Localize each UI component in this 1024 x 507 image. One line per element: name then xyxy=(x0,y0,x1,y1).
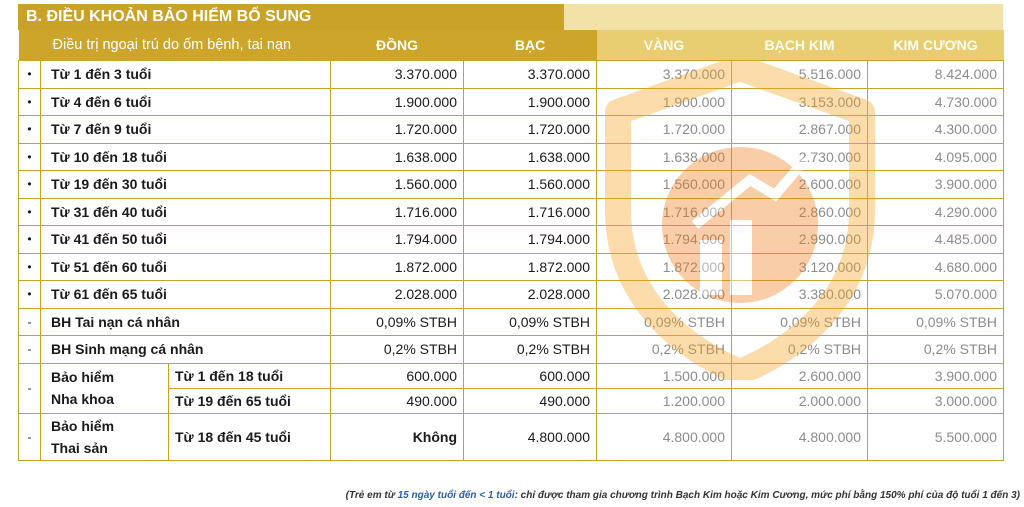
maternity-label-line1: Bảo hiểm xyxy=(51,417,115,434)
cell-value: 2.000.000 xyxy=(732,388,868,413)
row-bullet: • xyxy=(19,116,41,144)
cell-value: 1.716.000 xyxy=(331,198,464,226)
cell-value: 1.900.000 xyxy=(331,88,464,116)
cell-value: 1.720.000 xyxy=(464,116,597,144)
table-row xyxy=(19,171,1004,199)
row-label: Từ 19 đến 30 tuổi xyxy=(41,171,331,199)
footnote-highlight: 15 ngày tuổi đến < 1 tuổi xyxy=(397,490,515,501)
row-bullet: • xyxy=(19,88,41,116)
cell-value: 0,2% STBH xyxy=(597,336,732,364)
cell-value: 5.500.000 xyxy=(868,413,1004,460)
row-label: Từ 4 đến 6 tuổi xyxy=(41,88,331,116)
table-row xyxy=(19,143,1004,171)
row-bullet: • xyxy=(19,281,41,309)
cell-value: 0,2% STBH xyxy=(331,336,464,364)
cell-value: 3.380.000 xyxy=(732,281,868,309)
row-bullet: • xyxy=(19,226,41,254)
table-row-dental-1 xyxy=(19,363,1004,388)
cell-value: 0,09% STBH xyxy=(331,308,464,336)
row-label: BH Sinh mạng cá nhân xyxy=(41,336,331,364)
premium-table-panel xyxy=(18,4,1003,461)
header-first: Điều trị ngoại trú do ốm bệnh, tai nạn xyxy=(19,30,331,61)
row-bullet: • xyxy=(19,171,41,199)
row-label: Từ 31 đến 40 tuổi xyxy=(41,198,331,226)
table-row xyxy=(19,336,1004,364)
cell-value: 4.290.000 xyxy=(868,198,1004,226)
cell-value: 3.370.000 xyxy=(331,61,464,89)
cell-value: 600.000 xyxy=(331,363,464,388)
cell-value: 1.794.000 xyxy=(464,226,597,254)
header-plan-vang: VÀNG xyxy=(597,30,732,61)
row-label: Từ 61 đến 65 tuổi xyxy=(41,281,331,309)
cell-value: 1.560.000 xyxy=(597,171,732,199)
cell-value: 4.730.000 xyxy=(868,88,1004,116)
maternity-label-line2: Thai sản xyxy=(51,439,108,456)
table-row xyxy=(19,61,1004,89)
footnote-prefix: (Trẻ em từ xyxy=(345,490,398,501)
dental-sub-label: Từ 19 đến 65 tuổi xyxy=(169,388,331,413)
section-title-fade xyxy=(564,4,1003,30)
cell-value: 1.794.000 xyxy=(331,226,464,254)
cell-value: 1.720.000 xyxy=(597,116,732,144)
cell-value: 0,2% STBH xyxy=(868,336,1004,364)
cell-value: 1.638.000 xyxy=(597,143,732,171)
row-bullet: • xyxy=(19,253,41,281)
row-label: Từ 51 đến 60 tuổi xyxy=(41,253,331,281)
header-plan-dong: ĐỒNG xyxy=(331,30,464,61)
section-title: B. ĐIỀU KHOẢN BẢO HIỂM BỔ SUNG xyxy=(18,4,564,30)
cell-value: 4.300.000 xyxy=(868,116,1004,144)
footnote-suffix: : chỉ được tham gia chương trình Bạch Kim hoặc Kim Cương, mức phí bằng 150% phí của độ tuổi 1 đến 3) xyxy=(514,490,1020,501)
cell-value: 3.120.000 xyxy=(732,253,868,281)
cell-value: 3.900.000 xyxy=(868,171,1004,199)
cell-value: 2.600.000 xyxy=(732,171,868,199)
cell-value: 2.028.000 xyxy=(331,281,464,309)
cell-value: 5.516.000 xyxy=(732,61,868,89)
cell-value: 4.800.000 xyxy=(732,413,868,460)
cell-value: 1.200.000 xyxy=(597,388,732,413)
table-row xyxy=(19,308,1004,336)
row-label: Từ 7 đến 9 tuổi xyxy=(41,116,331,144)
cell-value: 1.872.000 xyxy=(331,253,464,281)
cell-value: 3.370.000 xyxy=(464,61,597,89)
table-row-maternity xyxy=(19,413,1004,460)
row-label: Từ 1 đến 3 tuổi xyxy=(41,61,331,89)
cell-value: 1.560.000 xyxy=(464,171,597,199)
row-bullet: - xyxy=(19,363,41,413)
cell-value: 5.070.000 xyxy=(868,281,1004,309)
cell-value: 490.000 xyxy=(331,388,464,413)
maternity-label xyxy=(41,413,169,460)
cell-value: 3.900.000 xyxy=(868,363,1004,388)
header-plan-kim-cuong: KIM CƯƠNG xyxy=(868,30,1004,61)
cell-value: 0,2% STBH xyxy=(732,336,868,364)
table-row xyxy=(19,116,1004,144)
cell-value: 3.153.000 xyxy=(732,88,868,116)
cell-value: 2.860.000 xyxy=(732,198,868,226)
cell-value: 0,09% STBH xyxy=(464,308,597,336)
cell-value: 0,09% STBH xyxy=(732,308,868,336)
cell-value: 1.720.000 xyxy=(331,116,464,144)
row-label: BH Tai nạn cá nhân xyxy=(41,308,331,336)
maternity-sub-label: Từ 18 đến 45 tuổi xyxy=(169,413,331,460)
cell-value: 1.900.000 xyxy=(597,88,732,116)
cell-value: 1.638.000 xyxy=(464,143,597,171)
cell-value: 4.800.000 xyxy=(597,413,732,460)
cell-value: 600.000 xyxy=(464,363,597,388)
dental-sub-label: Từ 1 đến 18 tuổi xyxy=(169,363,331,388)
cell-value: 0,09% STBH xyxy=(597,308,732,336)
row-label: Từ 10 đến 18 tuổi xyxy=(41,143,331,171)
cell-value: 0,09% STBH xyxy=(868,308,1004,336)
cell-value: 4.800.000 xyxy=(464,413,597,460)
cell-value: 2.028.000 xyxy=(464,281,597,309)
row-bullet: • xyxy=(19,198,41,226)
cell-value: 4.095.000 xyxy=(868,143,1004,171)
table-row xyxy=(19,281,1004,309)
cell-value: 1.794.000 xyxy=(597,226,732,254)
cell-value: 3.000.000 xyxy=(868,388,1004,413)
cell-value: 4.485.000 xyxy=(868,226,1004,254)
cell-value: 0,2% STBH xyxy=(464,336,597,364)
premium-table xyxy=(18,30,1004,461)
cell-value: 2.990.000 xyxy=(732,226,868,254)
footnote xyxy=(346,490,1020,501)
table-row xyxy=(19,198,1004,226)
cell-value: 1.716.000 xyxy=(597,198,732,226)
cell-value: 2.028.000 xyxy=(597,281,732,309)
header-plan-bach-kim: BẠCH KIM xyxy=(732,30,868,61)
dental-label-line1: Bảo hiểm xyxy=(51,369,115,385)
cell-value: 2.600.000 xyxy=(732,363,868,388)
table-row xyxy=(19,88,1004,116)
row-bullet: • xyxy=(19,61,41,89)
cell-value: 1.872.000 xyxy=(464,253,597,281)
cell-value: Không xyxy=(331,413,464,460)
cell-value: 1.716.000 xyxy=(464,198,597,226)
cell-value: 1.872.000 xyxy=(597,253,732,281)
cell-value: 490.000 xyxy=(464,388,597,413)
row-bullet: - xyxy=(19,336,41,364)
cell-value: 1.900.000 xyxy=(464,88,597,116)
cell-value: 3.370.000 xyxy=(597,61,732,89)
cell-value: 1.638.000 xyxy=(331,143,464,171)
row-bullet: - xyxy=(19,308,41,336)
header-plan-bac: BẠC xyxy=(464,30,597,61)
cell-value: 8.424.000 xyxy=(868,61,1004,89)
row-label: Từ 41 đến 50 tuổi xyxy=(41,226,331,254)
row-bullet: - xyxy=(19,413,41,460)
table-row xyxy=(19,253,1004,281)
cell-value: 2.730.000 xyxy=(732,143,868,171)
cell-value: 1.560.000 xyxy=(331,171,464,199)
row-bullet: • xyxy=(19,143,41,171)
dental-label-line2: Nha khoa xyxy=(51,391,115,407)
table-header-row xyxy=(19,30,1004,61)
table-row xyxy=(19,226,1004,254)
dental-label xyxy=(41,363,169,413)
cell-value: 2.867.000 xyxy=(732,116,868,144)
cell-value: 4.680.000 xyxy=(868,253,1004,281)
cell-value: 1.500.000 xyxy=(597,363,732,388)
